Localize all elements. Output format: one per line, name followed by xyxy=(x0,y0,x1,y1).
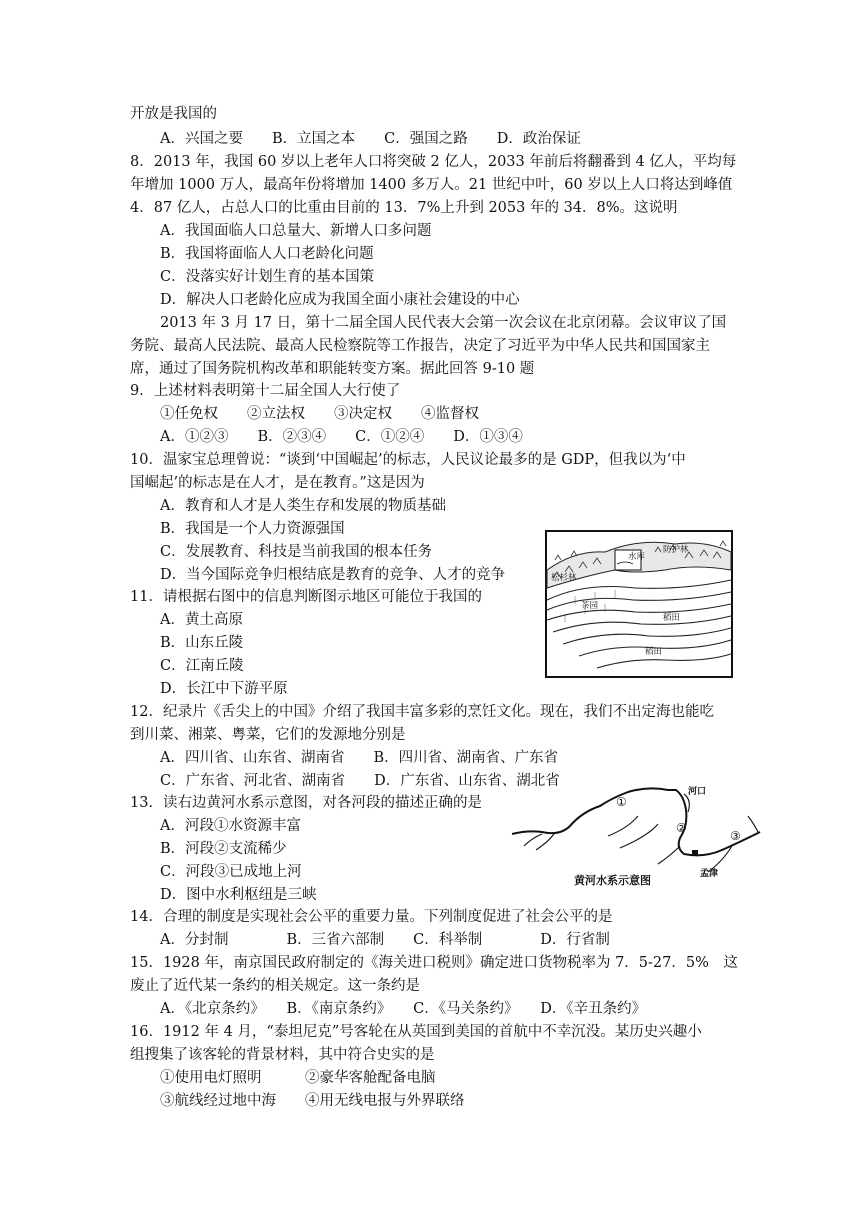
label-paddy-2: 稻田 xyxy=(645,647,663,657)
q15-options: A．《北京条约》 B．《南京条约》 C．《马关条约》 D．《辛丑条约》 xyxy=(160,1001,647,1017)
q12-options-ab: A．四川省、山东省、湖南省 B．四川省、湖南省、广东省 xyxy=(160,750,559,766)
yellow-river-figure xyxy=(508,776,770,888)
label-paddy-1: 稻田 xyxy=(663,613,681,623)
q10-option-b: B．我国是一个人力资源强国 xyxy=(160,521,345,537)
q10-option-c: C．发展教育、科技是当前我国的根本任务 xyxy=(160,544,433,560)
q12-options-cd: C．广东省、河北省、湖南省 D．广东省、山东省、湖北省 xyxy=(160,773,560,789)
q10-stem-line2: 国崛起’的标志是在人才，是在教育。”这是因为 xyxy=(130,475,425,491)
label-section-3: ③ xyxy=(730,829,741,843)
terrace-landscape-figure xyxy=(545,530,733,678)
q16-items-12: ①使用电灯照明 ②豪华客舱配备电脑 xyxy=(160,1070,436,1086)
q10-stem-line1: 10．温家宝总理曾说：“谈到‘中国崛起’的标志，人民议论最多的是 GDP，但我以为‘中 xyxy=(130,452,686,468)
q12-stem-line2: 到川菜、湘菜、粤菜，它们的发源地分别是 xyxy=(130,727,406,743)
q12-stem-line1: 12．纪录片《舌尖上的中国》介绍了我国丰富多彩的烹饪文化。现在，我们不出定海也能吃 xyxy=(130,704,714,720)
q13-option-a: A．河段①水资源丰富 xyxy=(160,818,301,834)
figure-caption: 黄河水系示意图 xyxy=(574,874,651,887)
material-line2: 务院、最高人民法院、最高人民检察院等工作报告，决定了习近平为中华人民共和国国家主 xyxy=(130,338,710,354)
q8-option-a: A．我国面临人口总量大、新增人口多问题 xyxy=(160,223,432,239)
q8-option-b: B．我国将面临人人口老龄化问题 xyxy=(160,246,374,262)
q11-option-a: A．黄土高原 xyxy=(160,612,243,628)
q8-option-d: D．解决人口老龄化应成为我国全面小康社会建设的中心 xyxy=(160,292,520,308)
q13-option-b: B．河段②支流稀少 xyxy=(160,841,287,857)
q14-options: A．分封制 B．三省六部制 C．科举制 D．行省制 xyxy=(160,932,610,948)
label-section-2: ② xyxy=(676,821,687,835)
q8-stem-line2: 年增加 1000 万人，最高年份将增加 1400 多万人。21 世纪中叶，60 岁以上人口将达到峰值 xyxy=(130,177,733,193)
q10-option-a: A．教育和人才是人类生存和发展的物质基础 xyxy=(160,498,446,514)
q8-option-c: C．没落实好计划生育的基本国策 xyxy=(160,269,375,285)
q15-stem-line1: 15．1928 年，南京国民政府制定的《海关进口税则》确定进口货物税率为 7．5-27．5% 这 xyxy=(130,955,738,971)
label-tea-garden: 茶园 xyxy=(581,601,599,611)
label-mengjin: 孟津 xyxy=(700,869,719,879)
q16-stem-line1: 16．1912 年 4 月，“泰坦尼克”号客轮在从英国到美国的首航中不幸沉没。某历史兴趣小 xyxy=(130,1024,702,1040)
q9-stem: 9．上述材料表明第十二届全国人大行使了 xyxy=(130,383,401,399)
q11-stem: 11．请根据右图中的信息判断图示地区可能位于我国的 xyxy=(130,589,482,605)
material-line1: 2013 年 3 月 17 日，第十二届全国人民代表大会第一次会议在北京闭幕。会议审议了国 xyxy=(160,315,727,331)
q7-options: A．兴国之要 B．立国之本 C．强国之路 D．政治保证 xyxy=(160,131,581,147)
q11-option-c: C．江南丘陵 xyxy=(160,658,244,674)
material-line3: 席，通过了国务院机构改革和职能转变方案。据此回答 9-10 题 xyxy=(130,361,535,377)
q11-option-d: D．长江中下游平原 xyxy=(160,681,288,697)
label-shelterbelt: 防护林 xyxy=(663,545,689,555)
label-hekou: 河口 xyxy=(688,787,707,797)
q11-option-b: B．山东丘陵 xyxy=(160,635,244,651)
q9-items: ①任免权 ②立法权 ③决定权 ④监督权 xyxy=(160,406,479,422)
q9-options: A．①②③ B．②③④ C．①②④ D．①③④ xyxy=(160,429,523,445)
q16-stem-line2: 组搜集了该客轮的背景材料，其中符合史实的是 xyxy=(130,1047,435,1063)
q14-stem: 14．合理的制度是实现社会公平的重要力量。下列制度促进了社会公平的是 xyxy=(130,909,613,925)
q13-stem: 13．读右边黄河水系示意图，对各河段的描述正确的是 xyxy=(130,795,482,811)
q8-stem-line3: 4．87 亿人，占总人口的比重由目前的 13．7%上升到 2053 年的 34．8%。这说明 xyxy=(130,200,678,216)
q16-items-34: ③航线经过地中海 ④用无线电报与外界联络 xyxy=(160,1093,465,1109)
q7-stem-end: 开放是我国的 xyxy=(130,106,217,122)
q15-stem-line2: 废止了近代某一条约的相关规定。这一条约是 xyxy=(130,978,420,994)
q10-option-d: D．当今国际竞争归根结底是教育的竞争、人才的竞争 xyxy=(160,567,506,583)
q13-option-c: C．河段③已成地上河 xyxy=(160,864,302,880)
label-pine-forest: 松杉林 xyxy=(551,573,577,583)
label-reservoir: 水库 xyxy=(628,552,646,562)
q13-option-d: D．图中水利枢纽是三峡 xyxy=(160,887,317,903)
q8-stem-line1: 8．2013 年，我国 60 岁以上老年人口将突破 2 亿人，2033 年前后将翻番到 4 亿人，平均每 xyxy=(130,154,737,170)
label-section-1: ① xyxy=(616,795,627,809)
